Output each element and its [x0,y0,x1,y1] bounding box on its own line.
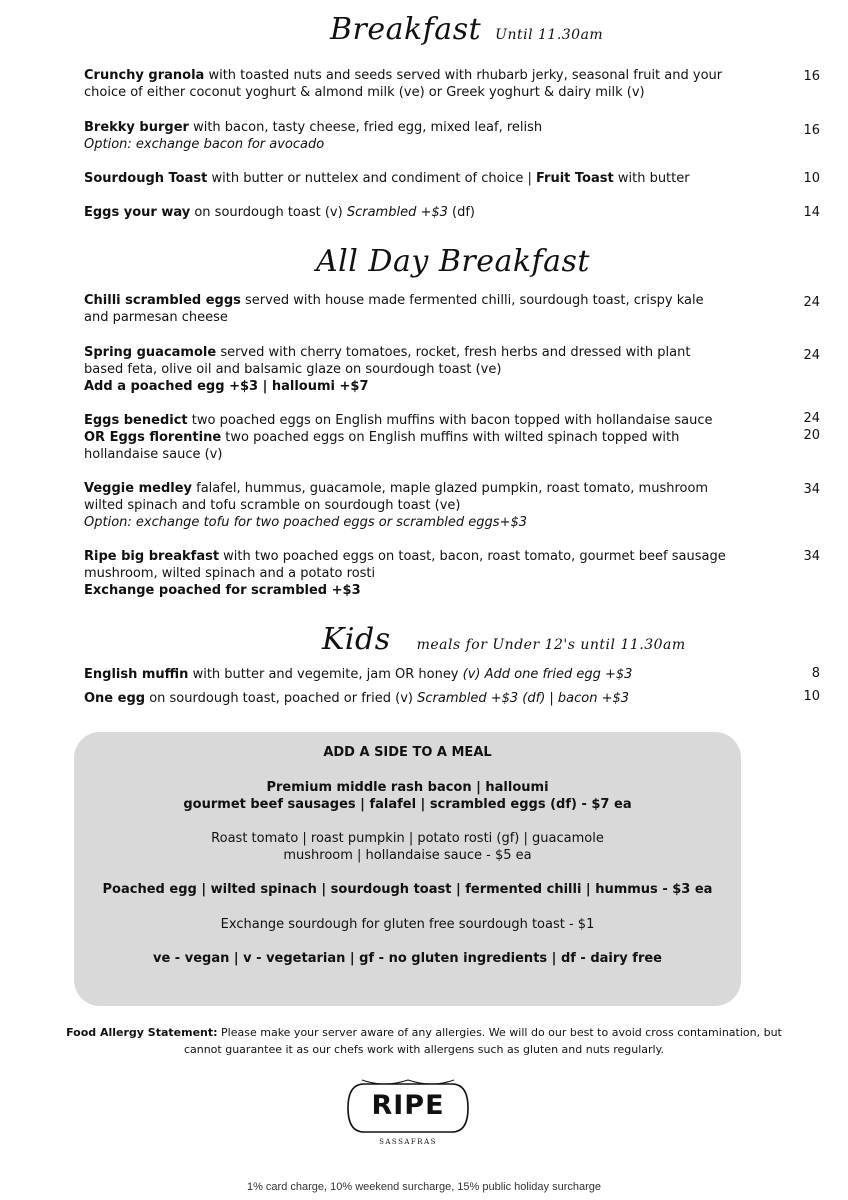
menu-item [84,480,774,531]
breakfast-note: Until 11.30am [495,27,604,43]
item-name: Brekky burger [84,120,189,135]
allergy-text: Please make your server aware of any allergies. We will do our best to avoid cross contamination, but [217,1026,782,1039]
sides-panel [74,732,741,1006]
sides-row-7: Premium middle rash bacon | halloumi [266,780,549,795]
item-desc: served with house made fermented chilli, sourdough toast, crispy kale [240,293,704,308]
menu-item [84,119,774,153]
item-price: 24 [803,295,820,310]
item-price: 16 [803,123,820,138]
item-extra-2: (df) [447,205,475,220]
item-add: Add a poached egg +$3 | halloumi +$7 [84,379,369,394]
breakfast-heading [330,12,603,47]
menu-item [84,412,774,463]
item-name: Crunchy granola [84,68,205,83]
item-extra: Scrambled +$3 [346,205,448,220]
item-desc-2: and parmesan cheese [84,310,228,325]
breakfast-title: Breakfast [330,12,482,47]
kids-heading [322,622,686,657]
item-name: Eggs benedict [84,413,188,428]
item-desc: falafel, hummus, guacamole, maple glazed pumpkin, roast tomato, mushroom [192,481,709,496]
item-price-2: 20 [803,428,820,443]
menu-item [84,170,774,187]
item-desc: with bacon, tasty cheese, fried egg, mixed leaf, relish [188,120,543,135]
item-price: 10 [803,689,820,704]
allergy-statement [20,1024,828,1058]
kids-title: Kids [322,622,391,657]
item-price: 8 [811,666,820,681]
ripe-logo [344,1078,472,1146]
item-desc-3: hollandaise sauce (v) [84,447,223,462]
item-name: Spring guacamole [84,345,217,360]
logo-name: RIPE [371,1090,445,1121]
item-price: 24 [803,411,820,426]
item-desc-2: based feta, olive oil and balsamic glaze on sourdough toast (ve) [84,362,502,377]
item-price: 34 [803,482,820,497]
menu-item [84,690,774,707]
item-desc: served with cherry tomatoes, rocket, fresh herbs and dressed with plant [216,345,691,360]
sides-row-5: Roast tomato | roast pumpkin | potato rosti (gf) | guacamole [211,831,604,846]
menu-item [84,292,774,326]
menu-item [84,67,774,101]
item-extra: Scrambled +$3 (df) | bacon +$3 [417,691,630,706]
item-name: Chilli scrambled eggs [84,293,241,308]
item-name: English muffin [84,667,189,682]
item-desc: on sourdough toast (v) [190,205,347,220]
dietary-legend: ve - vegan | v - vegetarian | gf - no gluten ingredients | df - dairy free [152,951,662,966]
logo-sub: SASSAFRAS [379,1138,437,1146]
allergy-label: Food Allergy Statement: [66,1026,218,1039]
item-price: 24 [803,348,820,363]
item-price: 34 [803,549,820,564]
item-add: Exchange poached for scrambled +$3 [84,583,361,598]
menu-item [84,548,774,599]
sides-row-5b: mushroom | hollandaise sauce - $5 ea [283,848,532,863]
sides-heading: ADD A SIDE TO A MEAL [323,745,492,760]
item-name-2: OR Eggs florentine [84,430,222,445]
item-desc: with two poached eggs on toast, bacon, roast tomato, gourmet beef sausage [219,549,726,564]
item-name-2: Fruit Toast [536,171,614,186]
item-desc: two poached eggs on English muffins with bacon topped with hollandaise sauce [187,413,713,428]
item-name: One egg [84,691,146,706]
item-price: 10 [803,171,820,186]
item-option: Option: exchange tofu for two poached eggs or scrambled eggs+$3 [84,515,528,530]
item-desc: with butter and vegemite, jam OR honey [188,667,463,682]
item-price: 16 [803,69,820,84]
item-price: 14 [803,205,820,220]
item-desc: with toasted nuts and seeds served with rhubarb jerky, seasonal fruit and your [204,68,723,83]
item-option: Option: exchange bacon for avocado [84,137,325,152]
allergy-text-2: cannot guarantee it as our chefs work with allergens such as gluten and nuts regularly. [183,1043,665,1056]
item-name: Veggie medley [84,481,192,496]
kids-note: meals for Under 12's until 11.30am [416,637,686,653]
menu-item [84,344,774,395]
all-day-heading [316,244,590,279]
item-name: Ripe big breakfast [84,549,220,564]
item-desc-2: two poached eggs on English muffins with wilted spinach topped with [221,430,680,445]
sides-row-1: Exchange sourdough for gluten free sourdough toast - $1 [220,917,595,932]
item-name: Sourdough Toast [84,171,208,186]
item-extra: (v) Add one fried egg +$3 [462,667,633,682]
item-desc-2: mushroom, wilted spinach and a potato rosti [84,566,376,581]
sides-row-7b: gourmet beef sausages | falafel | scrambled eggs (df) - $7 ea [183,797,632,812]
item-desc-b: with butter [613,171,690,186]
surcharge-note: 1% card charge, 10% weekend surcharge, 15% public holiday surcharge [246,1181,602,1193]
item-desc: with butter or nuttelex and condiment of choice | [207,171,536,186]
item-desc-2: wilted spinach and tofu scramble on sourdough toast (ve) [84,498,461,513]
item-desc: on sourdough toast, poached or fried (v) [145,691,418,706]
item-name: Eggs your way [84,205,191,220]
menu-item [84,666,774,683]
item-desc-2: choice of either coconut yoghurt & almond milk (ve) or Greek yoghurt & dairy milk (v) [84,85,645,100]
all-day-title: All Day Breakfast [316,244,590,279]
menu-item [84,204,774,221]
sides-row-3: Poached egg | wilted spinach | sourdough toast | fermented chilli | hummus - $3 ea [102,882,713,897]
